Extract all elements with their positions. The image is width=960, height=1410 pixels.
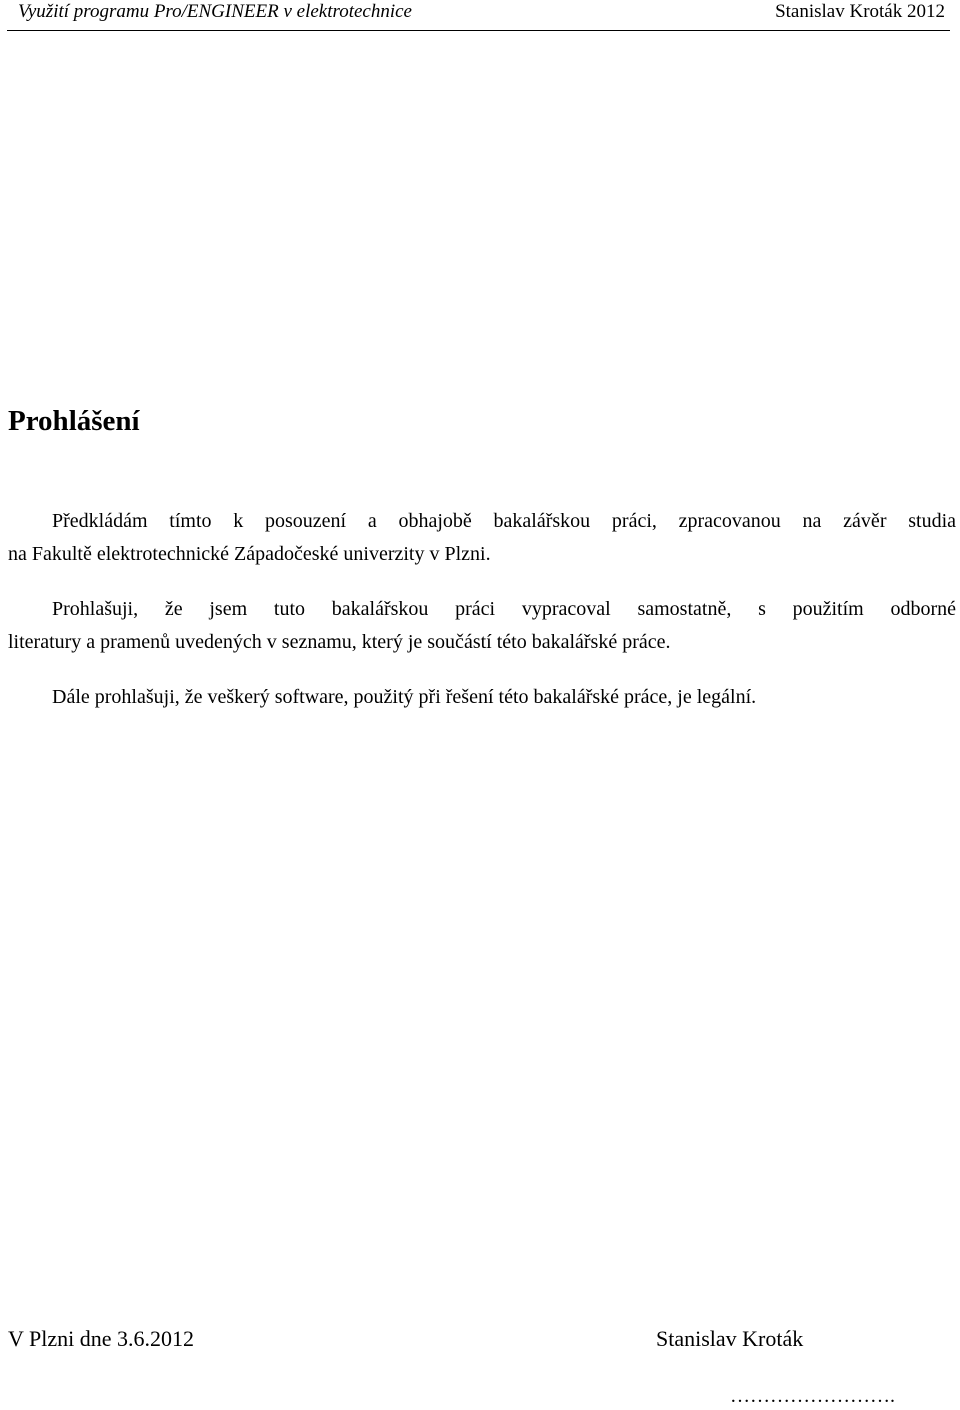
signature-line: ……………………. xyxy=(730,1385,895,1407)
page-header xyxy=(7,0,950,31)
paragraph-line: Prohlašuji, že jsem tuto bakalářskou práci vypracoval samostatně, s použitím odborné xyxy=(52,598,956,620)
signature-name: Stanislav Kroták xyxy=(656,1326,804,1351)
paragraph-declaration xyxy=(8,593,956,659)
paragraph-software xyxy=(8,681,956,714)
paragraph-line: na Fakultě elektrotechnické Západočeské univerzity v Plzni. xyxy=(8,543,491,565)
place-and-date: V Plzni dne 3.6.2012 xyxy=(8,1326,194,1351)
page-title: Prohlášení xyxy=(8,405,140,437)
paragraph-line: Dále prohlašuji, že veškerý software, použitý při řešení této bakalářské práce, je legální. xyxy=(52,686,757,708)
header-document-title: Využití programu Pro/ENGINEER v elektrotechnice xyxy=(18,1,412,22)
paragraph-line: literatury a pramenů uvedených v seznamu, který je součástí této bakalářské práce. xyxy=(8,631,671,653)
header-author-year: Stanislav Kroták 2012 xyxy=(775,1,945,22)
paragraph-line: Předkládám tímto k posouzení a obhajobě bakalářskou práci, zpracovanou na závěr studia xyxy=(52,510,956,532)
paragraph-submission xyxy=(8,505,956,571)
